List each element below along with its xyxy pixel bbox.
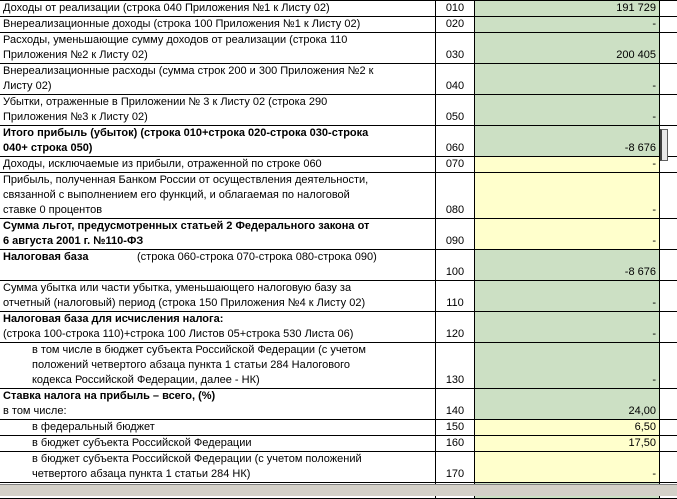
empty-column-cell[interactable] (660, 33, 677, 63)
description-line: Внереализационные доходы (строка 100 Приложения №1 к Листу 02) (3, 18, 361, 30)
row-code: 030 (445, 49, 465, 61)
row-code-cell[interactable] (436, 157, 475, 172)
row-value-cell[interactable] (475, 95, 660, 125)
table-row (0, 173, 677, 219)
empty-column-cell[interactable] (660, 95, 677, 125)
row-value: 24,00 (628, 405, 656, 417)
row-code: 160 (445, 437, 465, 449)
row-value-cell[interactable] (475, 17, 660, 32)
row-value-cell[interactable] (475, 157, 660, 172)
row-value: - (652, 235, 656, 247)
row-description[interactable] (0, 420, 436, 435)
empty-column-cell[interactable] (660, 452, 677, 482)
description-line: в бюджет субъекта Российской Федерации (32, 437, 252, 449)
empty-column-cell[interactable] (660, 312, 677, 342)
description-line: Сумма льгот, предусмотренных статьей 2 Федерального закона от (3, 220, 370, 232)
row-code-cell[interactable] (436, 312, 475, 342)
empty-column-cell[interactable] (660, 436, 677, 451)
row-value-cell[interactable] (475, 420, 660, 435)
row-description[interactable] (0, 64, 436, 94)
table-row (0, 250, 677, 281)
row-code-cell[interactable] (436, 219, 475, 249)
row-code-cell[interactable] (436, 17, 475, 32)
row-code-cell[interactable] (436, 250, 475, 280)
row-value-cell[interactable] (475, 250, 660, 280)
table-row (0, 343, 677, 389)
row-code: 060 (445, 142, 465, 154)
description-line: в том числе: (3, 405, 67, 417)
row-formula: (строка 060-строка 070-строка 080-строка 090) (137, 251, 377, 263)
row-description[interactable] (0, 126, 436, 156)
description-line: положений четвертого абзаца пункта 1 статьи 284 Налогового (32, 359, 351, 371)
row-value-cell[interactable] (475, 452, 660, 482)
description-line: Приложения №3 к Листу 02) (3, 111, 148, 123)
description-line: Доходы от реализации (строка 040 Приложения №1 к Листу 02) (3, 2, 330, 14)
row-code-cell[interactable] (436, 173, 475, 218)
description-line: Листу 02) (3, 80, 52, 92)
row-description[interactable] (0, 312, 436, 342)
table-row (0, 64, 677, 95)
row-value-cell[interactable] (475, 126, 660, 156)
row-description[interactable] (0, 157, 436, 172)
row-description[interactable] (0, 219, 436, 249)
row-value: -8 676 (624, 266, 656, 278)
row-code: 170 (445, 468, 465, 480)
row-title: Налоговая база (3, 251, 89, 263)
row-value: - (652, 328, 656, 340)
row-value-cell[interactable] (475, 1, 660, 16)
table-row (0, 281, 677, 312)
row-description[interactable] (0, 1, 436, 16)
description-line: Прибыль, полученная Банком России от осуществления деятельности, (3, 174, 369, 186)
row-code-cell[interactable] (436, 389, 475, 419)
description-line: ставке 0 процентов (3, 204, 103, 216)
row-description[interactable] (0, 436, 436, 451)
cell-resize-handle[interactable] (660, 129, 668, 161)
row-code-cell[interactable] (436, 343, 475, 388)
row-code-cell[interactable] (436, 452, 475, 482)
row-value: -8 676 (624, 142, 656, 154)
row-code: 130 (445, 374, 465, 386)
row-description[interactable] (0, 389, 436, 419)
table-row (0, 420, 677, 436)
row-code-cell[interactable] (436, 33, 475, 63)
description-line: Приложения №2 к Листу 02) (3, 49, 148, 61)
row-value: 191 729 (616, 2, 656, 14)
table-row (0, 33, 677, 64)
description-line: Налоговая база для исчисления налога: (3, 313, 224, 325)
row-value: - (652, 297, 656, 309)
row-value-cell[interactable] (475, 312, 660, 342)
empty-column-cell[interactable] (660, 250, 677, 280)
description-line (3, 250, 432, 265)
empty-column-cell[interactable] (660, 64, 677, 94)
row-code: 110 (446, 297, 464, 309)
row-value-cell[interactable] (475, 343, 660, 388)
row-code-cell[interactable] (436, 95, 475, 125)
row-value: - (652, 18, 656, 30)
empty-column-cell[interactable] (660, 343, 677, 388)
row-code: 090 (445, 235, 465, 247)
row-value-cell[interactable] (475, 33, 660, 63)
row-description[interactable] (0, 95, 436, 125)
row-code: 100 (445, 266, 465, 278)
table-row (0, 312, 677, 343)
description-line: 040+ строка 050) (3, 142, 93, 154)
description-line: Итого прибыль (убыток) (строка 010+строка 020-строка 030-строка (3, 127, 369, 139)
row-code-cell[interactable] (436, 64, 475, 94)
row-description[interactable] (0, 173, 436, 218)
row-code: 050 (445, 111, 465, 123)
row-description[interactable] (0, 17, 436, 32)
row-value: - (652, 158, 656, 170)
row-value: - (652, 111, 656, 123)
row-code: 080 (445, 204, 465, 216)
row-description[interactable] (0, 33, 436, 63)
description-line: Доходы, исключаемые из прибыли, отраженной по строке 060 (3, 158, 322, 170)
table-row (0, 157, 677, 173)
table-row (0, 452, 677, 483)
description-line: связанной с выполнением его функций, и облагаемая по налоговой (3, 189, 350, 201)
row-code-cell[interactable] (436, 420, 475, 435)
table-row (0, 436, 677, 452)
row-description[interactable] (0, 343, 436, 388)
description-line: Внереализационные расходы (сумма строк 200 и 300 Приложения №2 к (3, 65, 374, 77)
empty-column-cell[interactable] (660, 1, 677, 16)
description-line: в бюджет субъекта Российской Федерации (с учетом положений (32, 453, 362, 465)
horizontal-scrollbar[interactable] (0, 484, 677, 496)
row-code: 140 (445, 405, 465, 417)
row-description[interactable] (0, 281, 436, 311)
row-code-cell[interactable] (436, 126, 475, 156)
row-code: 010 (445, 2, 465, 14)
empty-column-cell[interactable] (660, 17, 677, 32)
table-row (0, 17, 677, 33)
table-row (0, 219, 677, 250)
row-code: 070 (445, 158, 465, 170)
row-value-cell[interactable] (475, 389, 660, 419)
table-row (0, 95, 677, 126)
table-row (0, 1, 677, 17)
description-line: четвертого абзаца пункта 1 статьи 284 НК) (32, 468, 251, 480)
row-value-cell[interactable] (475, 173, 660, 218)
row-value-cell[interactable] (475, 436, 660, 451)
table-row (0, 126, 677, 157)
row-value: 6,50 (634, 421, 656, 433)
row-value: - (652, 374, 656, 386)
description-line: кодекса Российской Федерации, далее - НК) (32, 374, 260, 386)
row-code-cell[interactable] (436, 281, 475, 311)
row-value: - (652, 80, 656, 92)
description-line: отчетный (налоговый) период (строка 150 Приложения №4 к Листу 02) (3, 297, 366, 309)
row-value-cell[interactable] (475, 281, 660, 311)
row-value-cell[interactable] (475, 219, 660, 249)
row-code: 040 (445, 80, 465, 92)
row-value-cell[interactable] (475, 64, 660, 94)
row-code: 120 (445, 328, 465, 340)
row-value: 17,50 (628, 437, 656, 449)
row-description[interactable] (0, 452, 436, 482)
empty-column-cell[interactable] (660, 420, 677, 435)
row-value: 200 405 (616, 49, 656, 61)
description-line: (строка 100-строка 110)+строка 100 Листов 05+строка 530 Листа 06) (3, 328, 354, 340)
row-description[interactable] (0, 250, 436, 280)
description-line: Убытки, отраженные в Приложении № 3 к Листу 02 (строка 290 (3, 96, 328, 108)
description-line: Сумма убытка или части убытка, уменьшающего налоговую базу за (3, 282, 352, 294)
description-line: Расходы, уменьшающие сумму доходов от реализации (строка 110 (3, 34, 348, 46)
table-row (0, 389, 677, 420)
row-code-cell[interactable] (436, 436, 475, 451)
empty-column-cell[interactable] (660, 219, 677, 249)
description-line: в том числе в бюджет субъекта Российской Федерации (с учетом (32, 344, 366, 356)
description-line: 6 августа 2001 г. №110-ФЗ (3, 235, 144, 247)
empty-column-cell[interactable] (660, 389, 677, 419)
description-line: Ставка налога на прибыль – всего, (%) (3, 390, 216, 402)
row-value: - (652, 468, 656, 480)
row-code: 020 (445, 18, 465, 30)
row-value: - (652, 204, 656, 216)
description-line: в федеральный бюджет (32, 421, 155, 433)
empty-column-cell[interactable] (660, 281, 677, 311)
row-code: 150 (445, 421, 465, 433)
empty-column-cell[interactable] (660, 173, 677, 218)
row-code-cell[interactable] (436, 1, 475, 16)
